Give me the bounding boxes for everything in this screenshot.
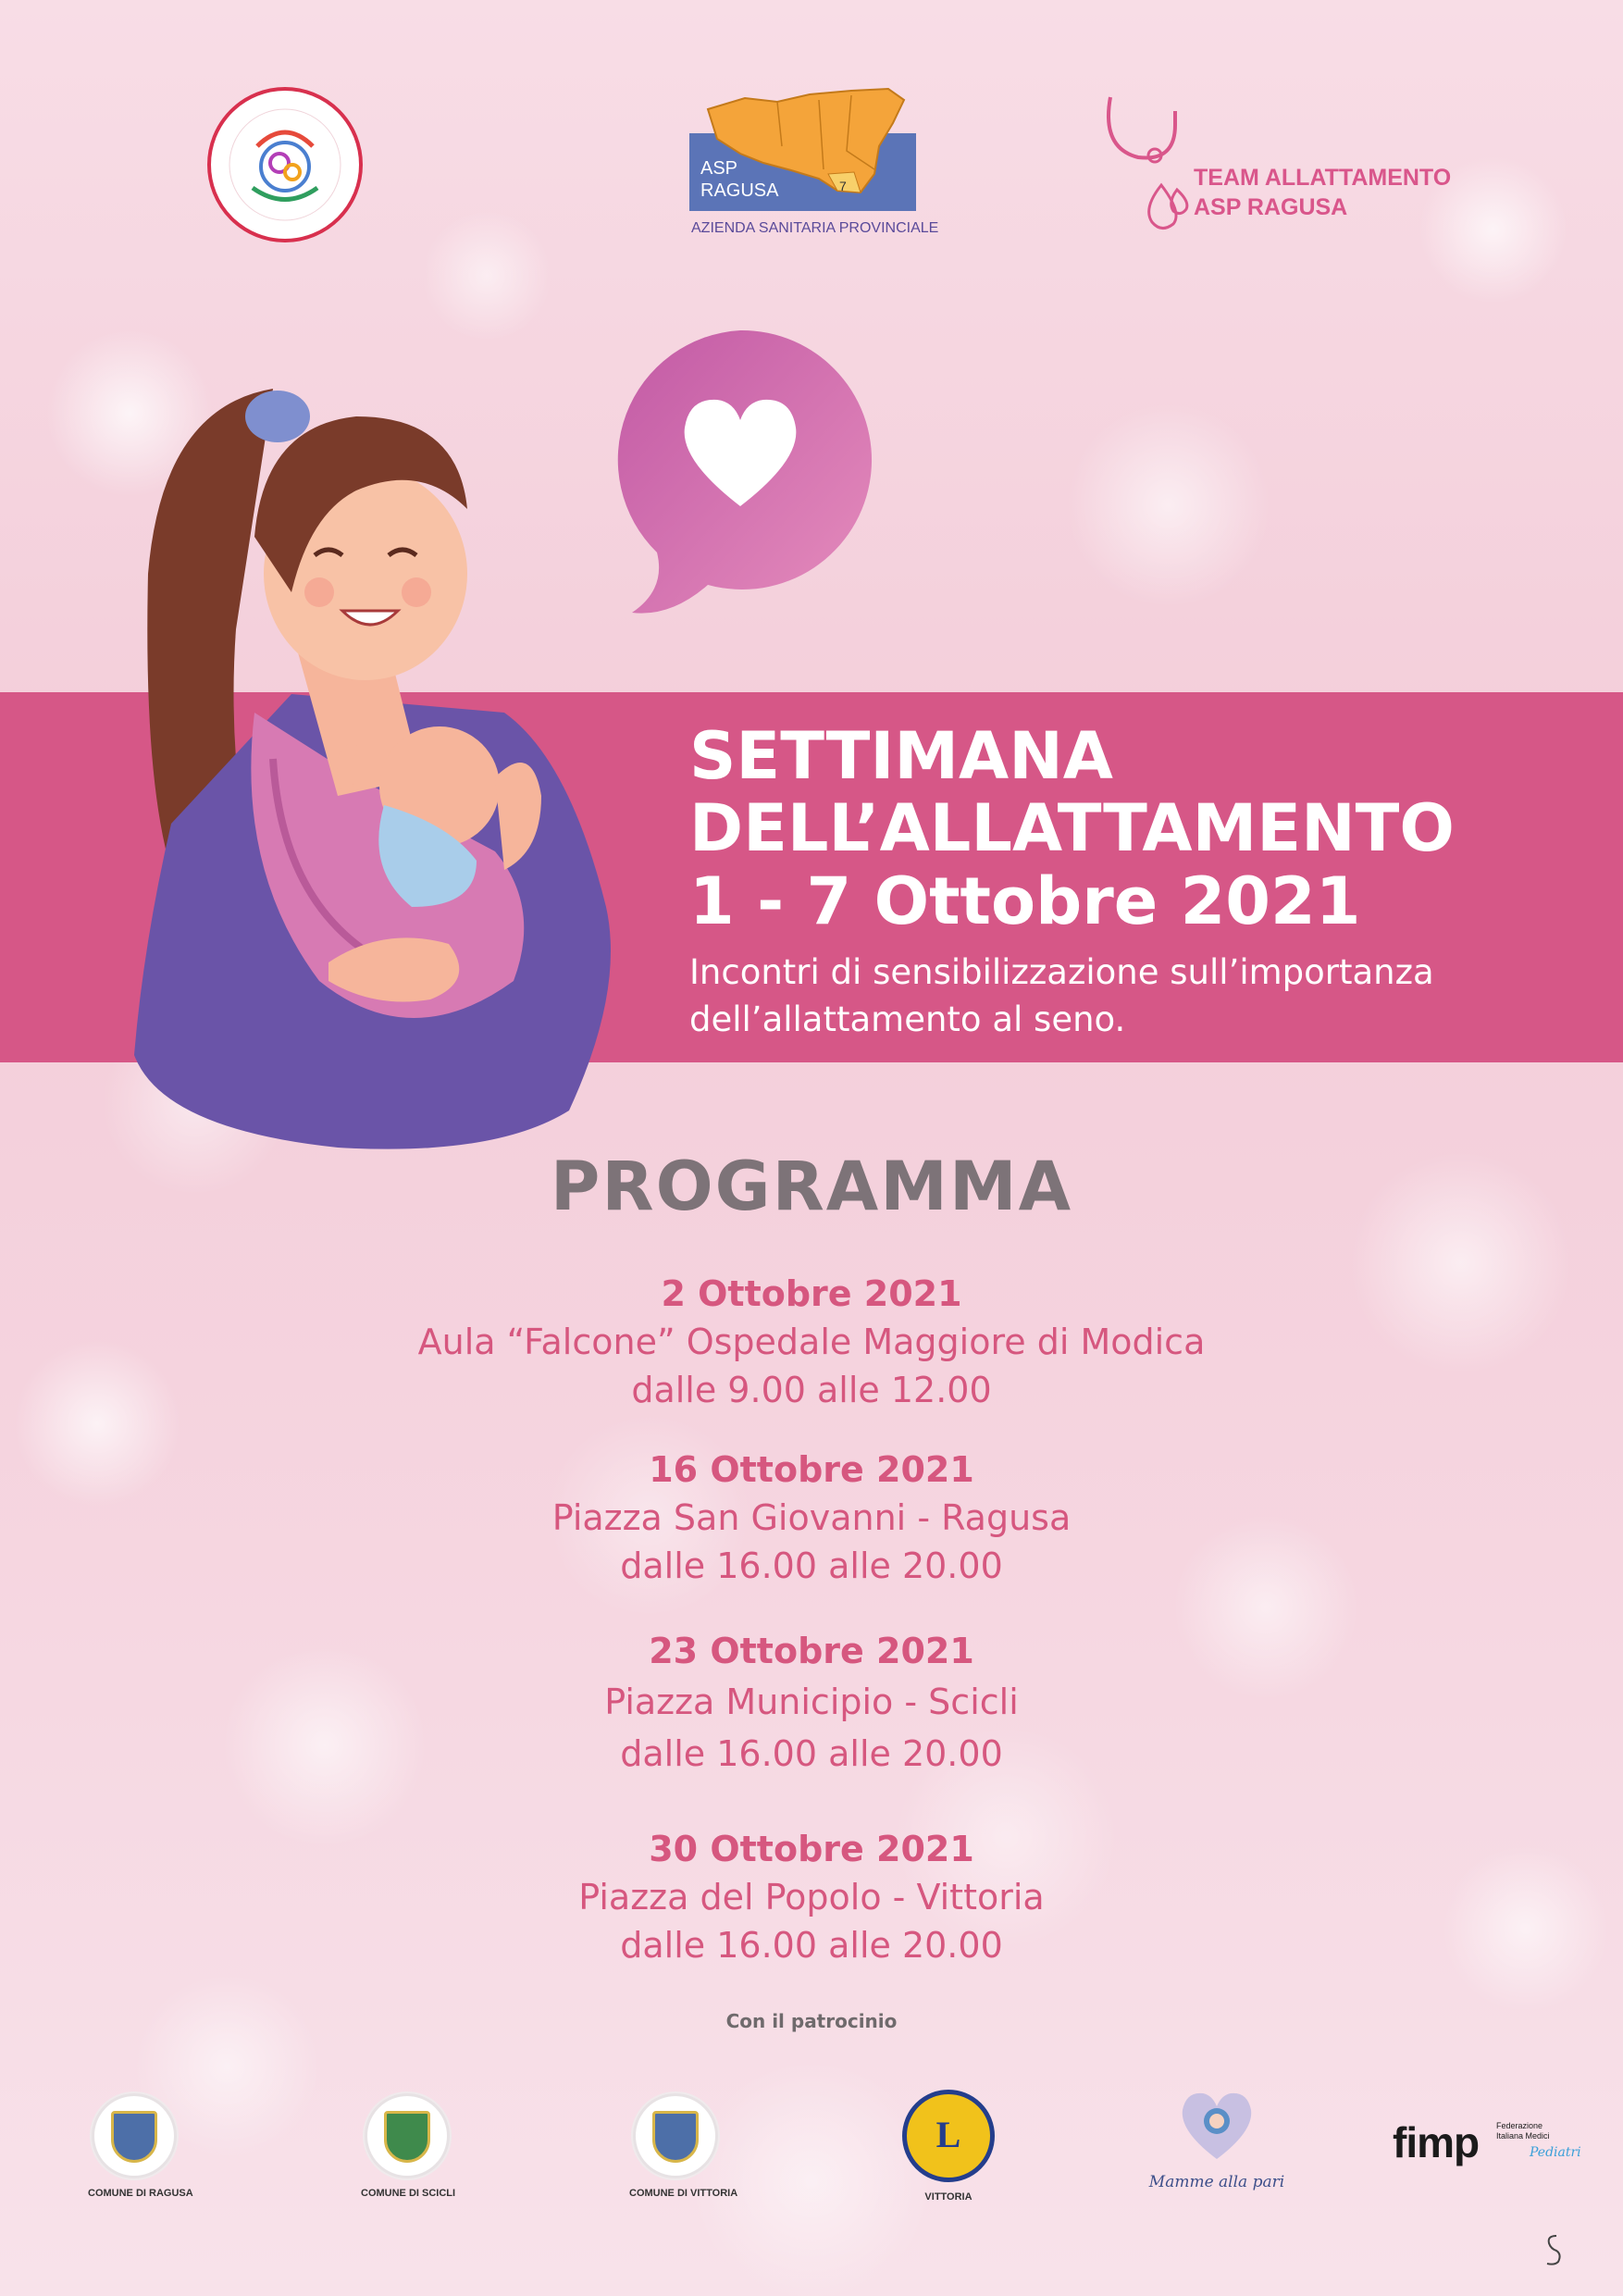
event-place: Piazza del Popolo - Vittoria xyxy=(578,1877,1045,1917)
sponsor-comune-scicli xyxy=(361,2093,456,2199)
asp-ragusa-logo xyxy=(689,81,939,243)
speech-bubble-heart-icon xyxy=(606,326,874,622)
event-place: Piazza Municipio - Scicli xyxy=(604,1682,1019,1722)
comune-ragusa-seal-icon xyxy=(92,2093,177,2178)
fimp-subtitle: Federazione Italiana Medici xyxy=(1496,2121,1550,2141)
event-hours: dalle 16.00 alle 20.00 xyxy=(620,1545,1003,1586)
event-item xyxy=(0,1446,1623,1590)
event-hours: dalle 16.00 alle 20.00 xyxy=(620,1733,1003,1774)
sponsor-comune-ragusa xyxy=(88,2093,193,2199)
fimp-logo-text: fimp xyxy=(1393,2118,1480,2166)
sponsor-label: VITTORIA xyxy=(924,2191,973,2203)
patrocinio-label: Con il patrocinio xyxy=(725,2010,898,2032)
asp-name: ASP RAGUSA xyxy=(700,158,779,201)
event-item xyxy=(0,1270,1623,1414)
event-date: 23 Ottobre 2021 xyxy=(649,1631,974,1671)
programma-heading: PROGRAMMA xyxy=(550,1148,1073,1226)
team-allattamento-logo xyxy=(1101,93,1490,250)
district-number: 7 xyxy=(839,179,847,193)
lions-logo-letter: L xyxy=(935,2114,961,2155)
sponsor-label: COMUNE DI VITTORIA xyxy=(629,2188,738,2199)
breastfeeding-mother-illustration xyxy=(106,389,643,1157)
sponsor-label: COMUNE DI SCICLI xyxy=(361,2188,456,2199)
comune-vittoria-seal-icon xyxy=(633,2093,718,2178)
event-place: Aula “Falcone” Ospedale Maggiore di Modica xyxy=(417,1322,1206,1362)
sponsor-label: Mamme alla pari xyxy=(1148,2173,1285,2191)
fimp-pediatri: Pediatri xyxy=(1530,2145,1581,2160)
sponsor-label: COMUNE DI RAGUSA xyxy=(88,2188,193,2199)
team-line1: TEAM ALLATTAMENTO xyxy=(1194,165,1452,191)
team-line2: ASP RAGUSA xyxy=(1194,194,1348,220)
asp-subtitle: AZIENDA SANITARIA PROVINCIALE xyxy=(691,220,939,236)
event-date: 30 Ottobre 2021 xyxy=(649,1829,974,1869)
banner-title: SETTIMANA DELL’ALLATTAMENTO xyxy=(689,718,1455,866)
event-item xyxy=(0,1825,1623,1969)
sponsor-mamme-alla-pari xyxy=(1143,2090,1291,2191)
sponsor-fimp xyxy=(1393,2117,1581,2173)
banner-subtitle: Incontri di sensibilizzazione sull’importanza dell’allattamento al seno. xyxy=(689,952,1434,1039)
event-hours: dalle 16.00 alle 20.00 xyxy=(620,1925,1003,1966)
banner-dates: 1 - 7 Ottobre 2021 xyxy=(689,863,1361,939)
team-title xyxy=(1194,163,1490,222)
mamme-heart-icon xyxy=(1175,2090,1258,2164)
event-date: 2 Ottobre 2021 xyxy=(661,1273,962,1314)
event-hours: dalle 9.00 alle 12.00 xyxy=(631,1370,992,1410)
event-item xyxy=(0,1627,1623,1779)
event-date: 16 Ottobre 2021 xyxy=(649,1449,974,1490)
proteggere-allattamento-logo xyxy=(202,81,368,248)
comune-scicli-seal-icon xyxy=(365,2093,450,2178)
sponsor-lions-vittoria xyxy=(898,2090,999,2203)
sponsor-comune-vittoria xyxy=(629,2093,738,2199)
event-place: Piazza San Giovanni - Ragusa xyxy=(551,1497,1072,1538)
lions-logo-icon xyxy=(902,2090,995,2182)
printer-mark-icon xyxy=(1543,2232,1564,2269)
